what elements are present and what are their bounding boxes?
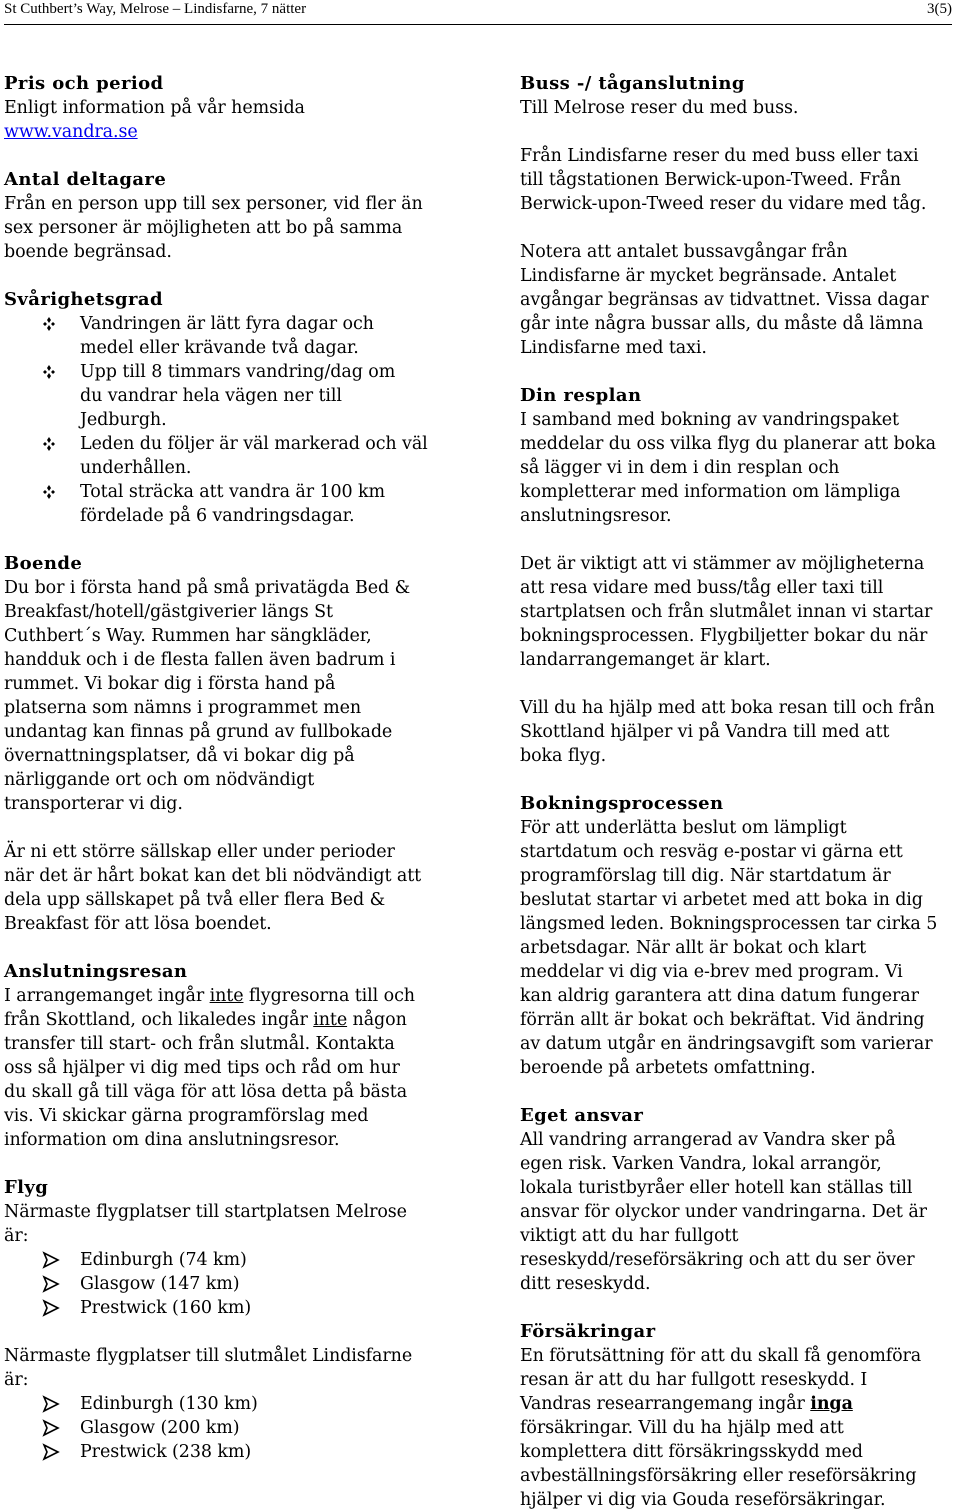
section-pris (4, 72, 474, 144)
arrow-bullet-icon (42, 1272, 68, 1296)
section-bokning: Bokningsprocessen För att underlätta beslut om lämpligt startdatum och resväg e-postar vi gärna ett programförslag till dig. När startdatum är beslutat startar vi arbetet med att boka in dig längsmed leden. Bokningsprocessen tar cirka 5 arbetsdagar. När allt är bokat och klart meddelar vi dig via e-brev med program. Vi kan aldrig garantera att dina datum fungerar förrän allt är bokat och bekräftat. Vid ändring av datum utgår en ändringsavgift som varierar beroende på arbetets omfattning. (520, 792, 960, 1080)
page-number: 3(5) (927, 1, 952, 17)
difficulty-item: Vandringen är lätt fyra dagar och medel eller krävande två dagar. (4, 312, 474, 360)
airport-item: Edinburgh (74 km) (4, 1248, 474, 1272)
airport-list-start (4, 1248, 474, 1320)
heading-pris: Pris och period (4, 73, 164, 94)
difficulty-item: Leden du följer är väl markerad och väl underhållen. (4, 432, 474, 480)
website-link[interactable]: www.vandra.se (4, 122, 138, 142)
heading-flyg: Flyg (4, 1177, 49, 1198)
arrow-bullet-icon (42, 1392, 68, 1416)
heading-ansvar: Eget ansvar (520, 1105, 644, 1126)
heading-antal: Antal deltagare (4, 169, 167, 190)
heading-svarighet: Svårighetsgrad (4, 289, 163, 310)
header-rule (4, 24, 952, 25)
airport-item: Prestwick (160 km) (4, 1296, 474, 1320)
page-header (4, 0, 952, 20)
section-boende: Boende Du bor i första hand på små privatägda Bed & Breakfast/hotell/gästgiverier längs St Cuthbert´s Way. Rummen har sängkläder, handduk och i de flesta fallen även badrum i rummet. Vi bokar dig i första hand på platserna som nämns i programmet men undantag kan finnas på grund av fullbokade övernattningsplatser, då vi bokar dig på närliggande ort och om nödvändigt transporterar vi dig. Är ni ett större sällskap eller under perioder när det är hårt bokat kan det bli nödvändigt att dela upp sällskapet på två eller flera Bed & Breakfast för att lösa boendet. (4, 552, 474, 936)
airport-item: Glasgow (147 km) (4, 1272, 474, 1296)
heading-boende: Boende (4, 553, 83, 574)
heading-buss: Buss -/ tåganslutning (520, 73, 745, 94)
section-resplan: Din resplan I samband med bokning av vandringspaket meddelar du oss vilka flyg du planerar att boka så lägger vi in dem i din resplan och kompletterar med information om lämpliga anslutningsresor. Det är viktigt att vi stämmer av möjligheterna att resa vidare med buss/tåg eller taxi till startplatsen och från slutmålet innan vi startar bokningsprocessen. Flygbiljetter bokar du när landarrangemanget är klart. Vill du ha hjälp med att boka resan till och från Skottland hjälper vi på Vandra till med att boka flyg. (520, 384, 960, 768)
anslutning-line: I arrangemanget ingår inte flygresorna till och (4, 986, 415, 1006)
antal-line: sex personer är möjligheten att bo på samma (4, 218, 403, 238)
heading-resplan: Din resplan (520, 385, 642, 406)
section-buss: Buss -/ tåganslutning Till Melrose reser du med buss. Från Lindisfarne reser du med buss eller taxi till tågstationen Berwick-upon-Tweed. Från Berwick-upon-Tweed reser du vidare med tåg. Notera att antalet bussavgångar från Lindisfarne är mycket begränsade. Antalet avgångar begränsas av tidvattnet. Vissa dagar går inte några bussar alls, du måste då lämna Lindisfarne med taxi. (520, 72, 960, 360)
difficulty-item: Total sträcka att vandra är 100 km fördelade på 6 vandringsdagar. (4, 480, 474, 528)
section-antal (4, 168, 474, 264)
arrow-bullet-icon (42, 1248, 68, 1272)
pris-text: Enligt information på vår hemsida (4, 98, 305, 118)
section-anslutning: Anslutningsresan I arrangemanget ingår inte flygresorna till och från Skottland, och likaledes ingår inte någon transfer till start- och från slutmål. Kontakta oss så hjälper vi dig med tips och råd om hur du skall gå till väga för att lösa detta på bästa vis. Vi skickar gärna programförslag med information om dina anslutningsresor. (4, 960, 474, 1152)
airport-item: Edinburgh (130 km) (4, 1392, 474, 1416)
document-title: St Cuthbert’s Way, Melrose – Lindisfarne, 7 nätter (4, 1, 307, 17)
section-forsakring: Försäkringar En förutsättning för att du skall få genomföra resan är att du har fullgott reseskydd. I Vandras researrangemang ingår inga försäkringar. Vill du ha hjälp med att komplettera ditt försäkringsskydd med avbeställningsförsäkring eller reseförsäkring hjälper vi dig via Gouda reseförsäkringar. (520, 1320, 960, 1512)
arrow-bullet-icon (42, 1296, 68, 1320)
diamond-bullet-icon (42, 312, 68, 336)
antal-line: Från en person upp till sex personer, vid fler än (4, 194, 423, 214)
diamond-bullet-icon (42, 432, 68, 456)
arrow-bullet-icon (42, 1440, 68, 1464)
airport-list-end (4, 1392, 474, 1464)
difficulty-item: Upp till 8 timmars vandring/dag om du vandrar hela vägen ner till Jedburgh. (4, 360, 474, 432)
antal-line: boende begränsad. (4, 242, 172, 262)
arrow-bullet-icon (42, 1416, 68, 1440)
heading-forsakring: Försäkringar (520, 1321, 656, 1342)
heading-anslutning: Anslutningsresan (4, 961, 188, 982)
diamond-bullet-icon (42, 360, 68, 384)
airport-item: Prestwick (238 km) (4, 1440, 474, 1464)
difficulty-list (4, 312, 474, 528)
diamond-bullet-icon (42, 480, 68, 504)
section-flyg: Flyg Närmaste flygplatser till startplatsen Melrose är: Edinburgh (74 km) Glasgow (147 km) Prestwick (160 km) Närmaste flygplatser till slutmålet Lindisfarne är: Edinburgh (130 km) Glasgow (200 km) Prestwick (238 km) (4, 1176, 474, 1464)
heading-bokning: Bokningsprocessen (520, 793, 724, 814)
section-svarighet (4, 288, 474, 528)
anslutning-line: från Skottland, och likaledes ingår inte någon (4, 1010, 407, 1030)
left-column (4, 72, 474, 1464)
section-ansvar: Eget ansvar All vandring arrangerad av Vandra sker på egen risk. Varken Vandra, lokal arrangör, lokala turistbyråer eller hotell kan ställas till ansvar för olyckor under vandringarna. Det är viktigt att du har fullgott reseskydd/reseförsäkring och att du ser över ditt reseskydd. (520, 1104, 960, 1296)
airport-item: Glasgow (200 km) (4, 1416, 474, 1440)
right-column (520, 72, 960, 1512)
forsakring-line: Vandras researrangemang ingår inga (520, 1394, 853, 1414)
